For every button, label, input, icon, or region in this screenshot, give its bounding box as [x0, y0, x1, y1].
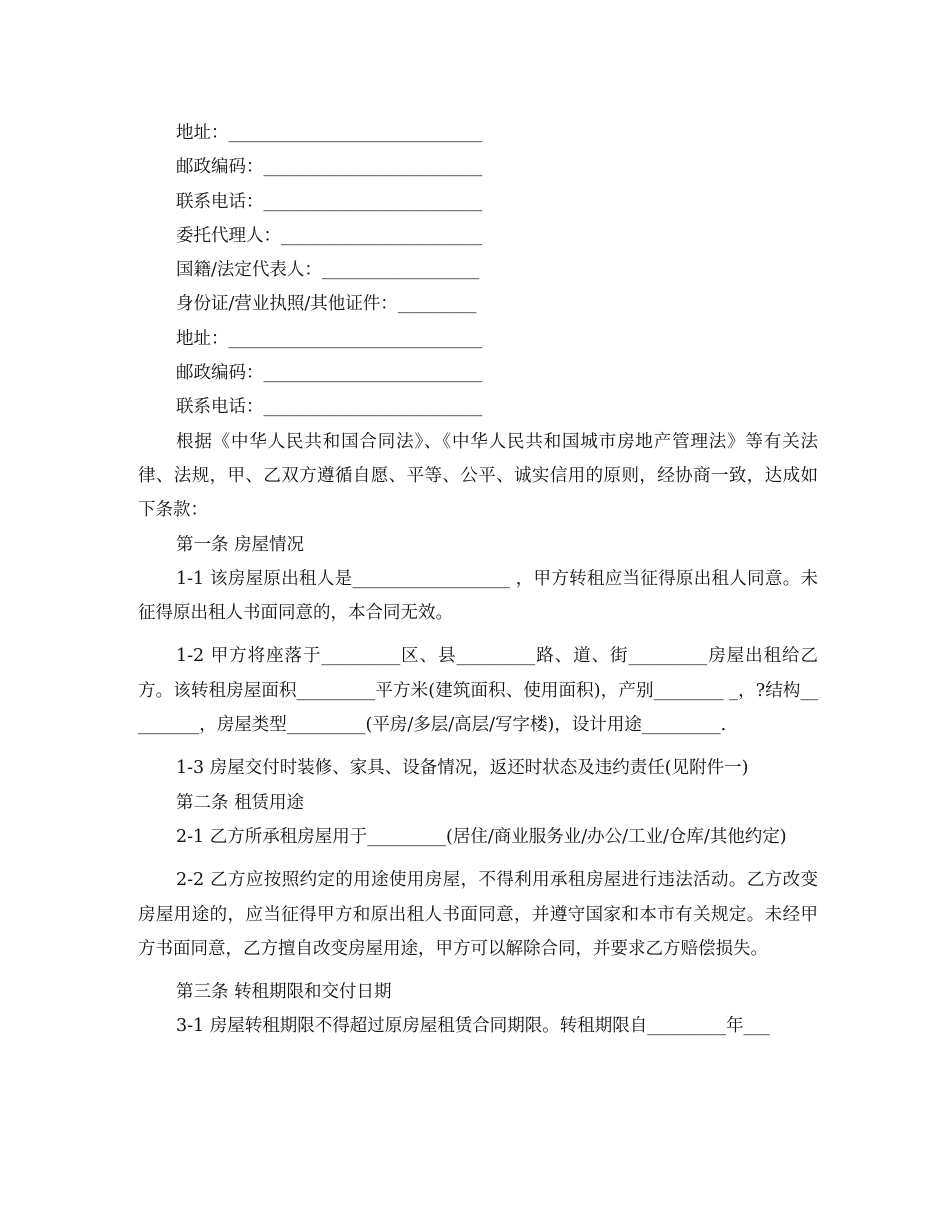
contract-page	[138, 116, 818, 1044]
address-field-2: 地址：_____________________________	[176, 328, 483, 349]
party-fields	[138, 116, 818, 425]
legal-rep-field: 国籍/法定代表人：__________________	[176, 260, 480, 281]
clause-2-2: 2-2 乙方应按照约定的用途使用房屋，不得利用承租房屋进行违法活动。乙方改变房屋用途的，应当征得甲方和原出租人书面同意，并遵守国家和本市有关规定。未经甲方书面同意，乙方擅自改变房屋用途，甲方可以解除合同，并要求乙方赔偿损失。	[138, 870, 818, 959]
article-1-title: 第一条 房屋情况	[176, 534, 305, 555]
intro-paragraph: 根据《中华人民共和国合同法》、《中华人民共和国城市房地产管理法》等有关法律、法规，甲、乙双方遵循自愿、平等、公平、诚实信用的原则，经协商一致，达成如下条款：	[138, 431, 818, 521]
clause-3-1: 3-1 房屋转租期限不得超过原房屋租赁合同期限。转租期限自_________年___	[176, 1016, 770, 1037]
address-field: 地址：_____________________________	[176, 123, 483, 143]
clause-1-2: 1-2 甲方将座落于_________区、县_________路、道、街_________房屋出租给乙方。该转租房屋面积_________平方米(建筑面积、使用面积)，产别________ _，?结构_________，房屋类型_________(平房/多层/高层/写字楼)，设计用途_________.	[138, 646, 818, 736]
postal-code-field-2: 邮政编码：_________________________	[176, 363, 483, 384]
article-3-title: 第三条 转租期限和交付日期	[176, 982, 392, 1003]
postal-code-field: 邮政编码：_________________________	[176, 157, 483, 178]
id-document-field: 身份证/营业执照/其他证件：_________	[176, 294, 477, 315]
phone-field: 联系电话：_________________________	[176, 191, 483, 212]
phone-field-2: 联系电话：_________________________	[176, 397, 483, 418]
clause-1-3: 1-3 房屋交付时装修、家具、设备情况，返还时状态及违约责任(见附件一)	[176, 758, 749, 779]
clause-2-1: 2-1 乙方所承租房屋用于_________(居住/商业服务业/办公/工业/仓库/其他约定)	[176, 826, 787, 847]
article-2-title: 第二条 租赁用途	[176, 792, 305, 813]
clause-1-1: 1-1 该房屋原出租人是__________________ ，甲方转租应当征得原出租人同意。未征得原出租人书面同意的，本合同无效。	[138, 568, 818, 624]
agent-field: 委托代理人：_______________________	[176, 225, 483, 246]
